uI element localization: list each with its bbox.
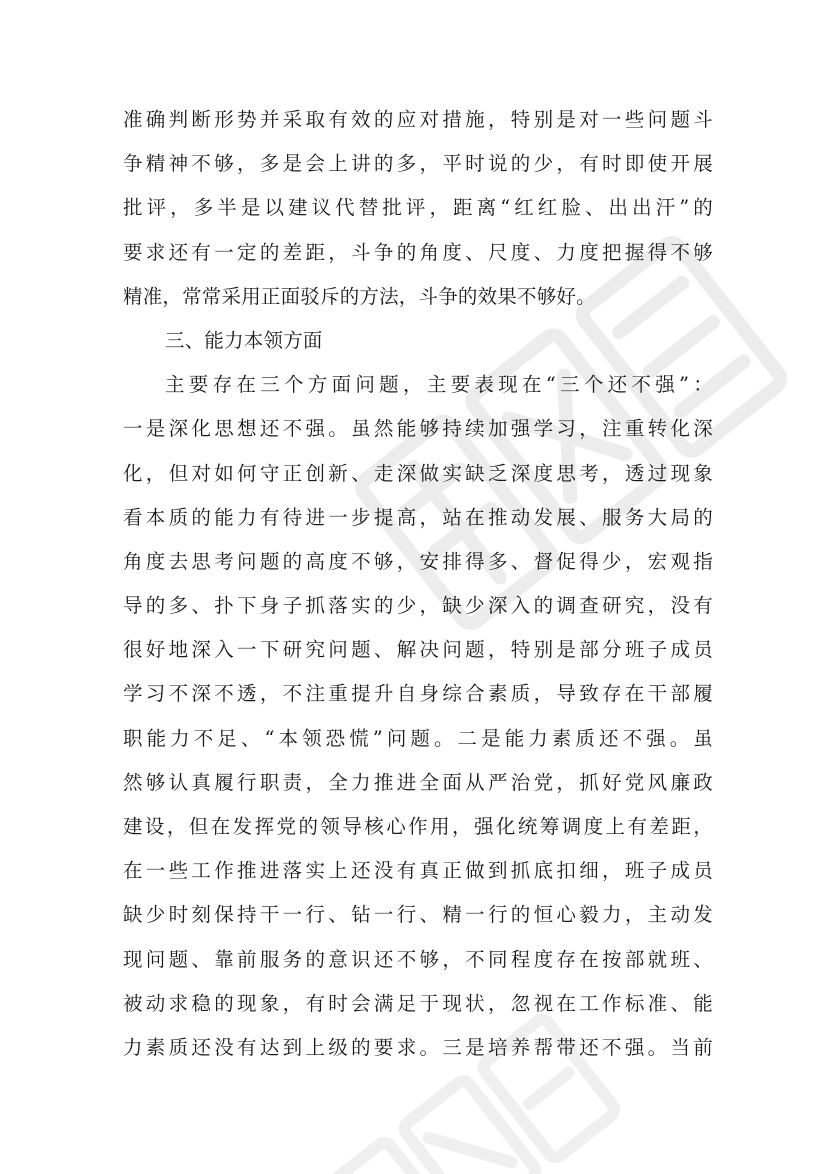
text-line: 很好地深入一下研究问题、解决问题，特别是部分班子成员 <box>123 638 713 662</box>
text-line: 现问题、靠前服务的意识还不够，不同程度存在按部就班、 <box>123 947 713 971</box>
text-line: 在一些工作推进落实上还没有真正做到抓底扣细，班子成员 <box>123 859 713 883</box>
section-heading: 三、能力本领方面 <box>165 328 323 352</box>
text-line: 导的多、扑下身子抓落实的少，缺少深入的调查研究，没有 <box>123 594 713 618</box>
text-line: 争精神不够，多是会上讲的多，平时说的少，有时即使开展 <box>123 152 713 176</box>
text-line: 建设，但在发挥党的领导核心作用，强化统筹调度上有差距， <box>123 815 713 838</box>
text-line: 要求还有一定的差距，斗争的角度、尺度、力度把握得不够 <box>123 240 713 264</box>
text-line: 学习不深不透，不注重提升自身综合素质，导致存在干部履 <box>123 682 713 706</box>
text-line: 准确判断形势并采取有效的应对措施，特别是对一些问题斗 <box>123 108 713 131</box>
text-line: 然够认真履行职责，全力推进全面从严治党，抓好党风廉政 <box>123 770 713 794</box>
text-line: 力素质还没有达到上级的要求。三是培养帮带还不强。当前 <box>123 1035 713 1059</box>
text-line: 化，但对如何守正创新、走深做实缺乏深度思考，透过现象 <box>123 461 713 485</box>
text-line: 被动求稳的现象，有时会满足于现状，忽视在工作标准、能 <box>123 991 713 1015</box>
text-line: 缺少时刻保持干一行、钻一行、精一行的恒心毅力，主动发 <box>123 903 713 927</box>
text-line: 批评，多半是以建议代替批评，距离“红红脸、出出汗”的 <box>123 196 713 220</box>
text-line: 角度去思考问题的高度不够，安排得多、督促得少，宏观指 <box>123 549 713 573</box>
text-line: 精准，常常采用正面驳斥的方法，斗争的效果不够好。 <box>123 284 596 308</box>
text-line: 职能力不足、“本领恐慌”问题。二是能力素质还不强。虽 <box>123 726 713 750</box>
text-line: 一是深化思想还不强。虽然能够持续加强学习，注重转化深 <box>123 417 713 441</box>
text-line: 主要存在三个方面问题，主要表现在“三个还不强”： <box>165 373 713 397</box>
body-text <box>123 98 713 1070</box>
text-line: 看本质的能力有待进一步提高，站在推动发展、服务大局的 <box>123 505 713 529</box>
